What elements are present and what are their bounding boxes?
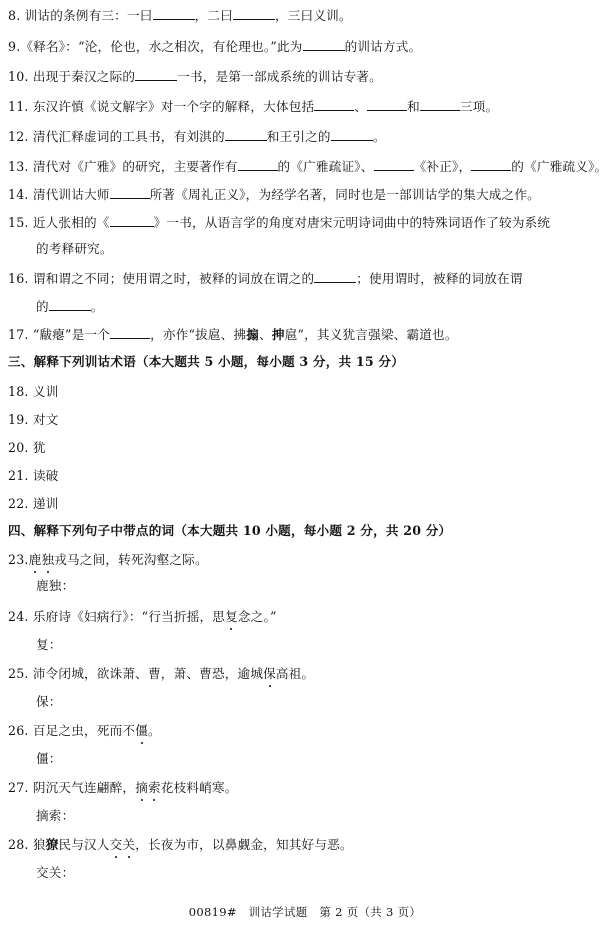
question-28-answer-label: 交关： <box>36 865 75 880</box>
section-3-item: 19. 对文 <box>8 412 59 427</box>
question-14-blank-1 <box>110 186 150 199</box>
question-25-dotted-char: 保 <box>263 666 276 681</box>
question-11-text-c: 和 <box>407 99 420 114</box>
question-10-blank-1 <box>135 68 177 81</box>
question-13-blank-2 <box>374 158 414 171</box>
question-13-text-a: 13. 清代对《广雅》的研究，主要著作有 <box>8 159 238 174</box>
question-23-text: 戎马之间，转死沟壑之际。 <box>54 552 208 567</box>
question-16 <box>8 270 604 288</box>
section-3-heading: 三、解释下列训诂术语（本大题共 5 小题，每小题 3 分，共 15 分） <box>8 354 404 369</box>
question-28-text-c: 民与汉人 <box>58 837 110 852</box>
question-12-text-c: 。 <box>372 129 386 144</box>
question-23-dotted-char: 鹿 <box>28 552 42 567</box>
question-17-text-a: 17. “瞂瘪”是一个 <box>8 327 111 342</box>
question-8-text-a: 8. 训诂的条例有三：一曰 <box>8 8 153 23</box>
question-9-text-b: 的训诂方式。 <box>344 39 422 54</box>
question-15-blank-1 <box>110 214 154 227</box>
question-15-text-c: 的考释研究。 <box>36 241 113 256</box>
question-27-answer-label: 摘索： <box>36 808 75 823</box>
question-13 <box>8 158 608 176</box>
question-27 <box>8 779 604 797</box>
question-26-answer-label: 僵： <box>36 751 62 766</box>
question-27-text-d: 花枝料峭寒。 <box>160 780 238 795</box>
section-3-item: 18. 义训 <box>8 384 59 399</box>
question-17-text-b: ，亦作“拔扈、拂 <box>150 327 247 342</box>
question-23-number: 23. <box>8 552 29 567</box>
question-23-answer-label: 鹿独： <box>36 578 75 593</box>
question-8-text-c: ，三曰义训。 <box>274 8 352 23</box>
question-12-blank-1 <box>225 128 267 141</box>
question-16-text-d: 。 <box>90 299 104 314</box>
question-12-blank-2 <box>331 128 373 141</box>
question-28-dotted-char: 关 <box>122 837 136 852</box>
question-10-text-a: 10. 出现于秦汉之际的 <box>8 69 136 84</box>
question-25-answer-label: 保： <box>36 694 62 709</box>
question-12-text-a: 12. 清代汇释虚词的工具书，有刘淇的 <box>8 129 225 144</box>
page-footer: 00819# 训诂学试题 第 2 页（共 3 页） <box>188 905 422 919</box>
question-24-answer-label: 复： <box>36 637 62 652</box>
question-28-text-a: 28. 狼 <box>8 837 46 852</box>
question-24-dotted-char: 复 <box>225 609 238 624</box>
question-10-text-b: 一书，是第一部成系统的训诂专著。 <box>177 69 382 84</box>
question-16-blank-1 <box>314 270 356 283</box>
question-17-text-f: 扈”，其义犹言强梁、霸道也。 <box>284 327 458 342</box>
question-28-text-f: ，长夜为市，以鼻觑金，知其好与恶。 <box>135 837 353 852</box>
question-8 <box>8 7 604 25</box>
question-12-text-b: 和王引之的 <box>266 129 331 144</box>
question-27-text-a: 27. 阴沉天气连翩醉， <box>8 780 136 795</box>
question-13-blank-3 <box>471 158 511 171</box>
question-16-text-a: 16. 谓和谓之不同；使用谓之时，被释的词放在谓之的 <box>8 271 315 286</box>
question-15-text-a: 15. 近人张相的《 <box>8 215 110 230</box>
section-4-heading: 四、解释下列句子中带点的词（本大题共 10 小题，每小题 2 分，共 20 分） <box>8 523 452 538</box>
question-24-text-a: 24. 乐府诗《妇病行》：“行当折摇，思 <box>8 609 226 624</box>
question-26 <box>8 722 604 740</box>
question-9 <box>8 38 604 56</box>
question-8-blank-2 <box>233 7 275 20</box>
question-23-dotted-char: 独 <box>41 552 55 567</box>
question-26-text-a: 26. 百足之虫，死而不 <box>8 723 136 738</box>
question-11 <box>8 98 604 116</box>
question-16-text-b: ；使用谓时，被释的词放在谓 <box>356 271 523 286</box>
section-3-item: 20. 犹 <box>8 440 46 455</box>
question-11-blank-1 <box>314 98 354 111</box>
question-14 <box>8 186 604 204</box>
question-8-blank-1 <box>153 7 195 20</box>
question-11-text-b: 、 <box>354 99 368 114</box>
question-26-text-c: 。 <box>147 723 161 738</box>
question-13-blank-1 <box>238 158 278 171</box>
question-26-dotted-char: 僵 <box>135 723 148 738</box>
question-28-bold-char: 獠 <box>45 837 59 852</box>
question-15-continued <box>36 240 610 258</box>
question-13-text-d: 的《广雅疏义》。 <box>511 159 608 174</box>
question-17-char-1: 搧 <box>246 327 260 342</box>
question-11-blank-3 <box>420 98 460 111</box>
question-27-dotted-char: 索 <box>147 780 161 795</box>
question-28-dotted-char: 交 <box>109 837 123 852</box>
question-17-blank-1 <box>110 326 150 339</box>
question-13-text-c: 《补正》， <box>413 159 472 174</box>
question-16-continued <box>36 298 610 316</box>
question-25-text-a: 25. 沛令闭城，欲诛萧、曹，萧、曹恐，逾城 <box>8 666 264 681</box>
question-17-text-d: 、 <box>259 327 272 342</box>
question-15-text-b: 》一书，从语言学的角度对唐宋元明诗词曲中的特殊词语作了较为系统 <box>153 215 551 230</box>
section-3-item: 21. 读破 <box>8 468 59 483</box>
question-17 <box>8 326 604 344</box>
section-3-item: 22. 递训 <box>8 496 59 511</box>
question-11-text-a: 11. 东汉许慎《说文解字》对一个字的解释，大体包括 <box>8 99 315 114</box>
question-9-blank-1 <box>303 38 345 51</box>
question-27-dotted-char: 摘 <box>135 780 148 795</box>
question-11-text-d: 三项。 <box>459 99 499 114</box>
question-24-text-c: 念之。” <box>237 609 277 624</box>
question-12 <box>8 128 604 146</box>
question-8-text-b: ，二曰 <box>194 8 233 23</box>
question-16-text-c: 的 <box>36 299 49 314</box>
question-17-char-2: 抻 <box>271 327 285 342</box>
question-23 <box>8 551 604 569</box>
question-14-text-a: 14. 清代训诂大师 <box>8 187 110 202</box>
question-28 <box>8 836 604 854</box>
question-11-blank-2 <box>367 98 407 111</box>
question-25 <box>8 665 604 683</box>
question-9-text-a: 9.《释名》：“沦，伦也，水之相次，有伦理也。”此为 <box>8 39 303 54</box>
question-10 <box>8 68 604 86</box>
question-14-text-b: 所著《周礼正义》，为经学名著，同时也是一部训诂学的集大成之作。 <box>149 187 540 202</box>
question-24 <box>8 608 604 626</box>
question-16-blank-2 <box>49 298 91 311</box>
question-25-text-c: 高祖。 <box>275 666 315 681</box>
question-13-text-b: 的《广雅疏证》、 <box>277 159 374 174</box>
question-15 <box>8 214 604 232</box>
